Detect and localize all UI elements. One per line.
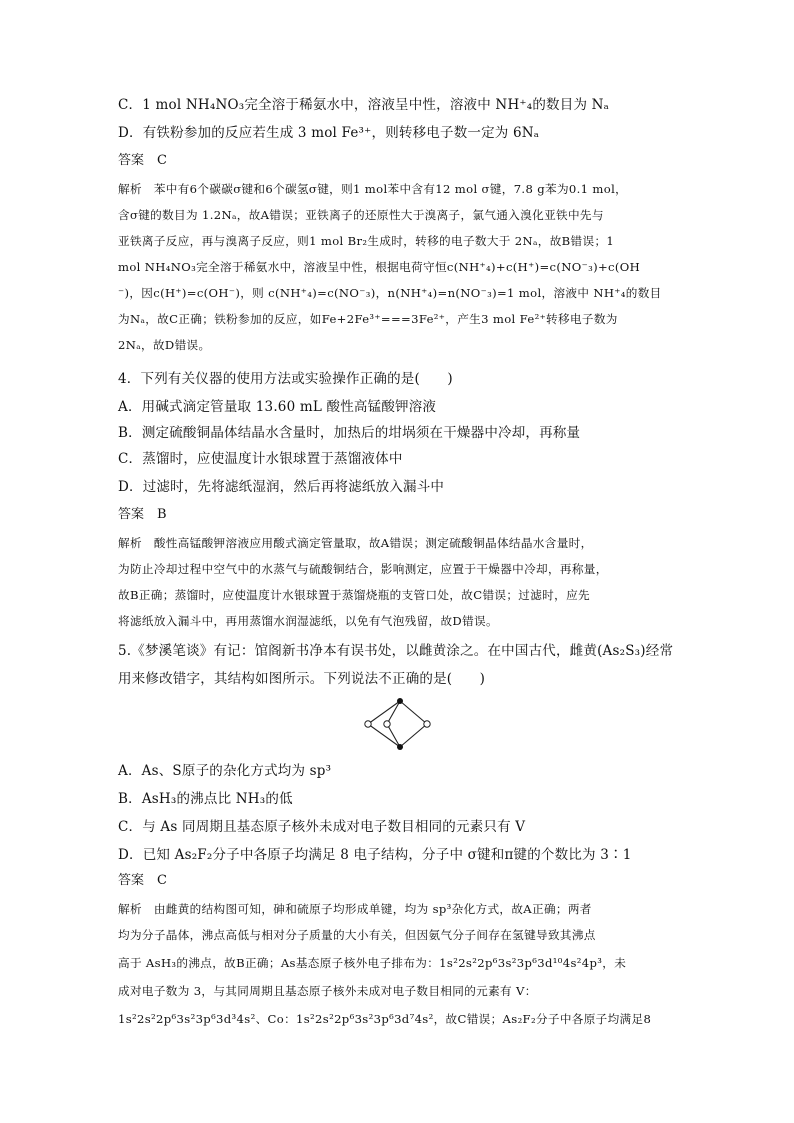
explanation-line: 2Nₐ，故D错误。 — [118, 338, 211, 352]
option-d-q5: D．已知 As₂F₂分子中各原子均满足 8 电子结构，分子中 σ键和π键的个数比为 3∶1 — [118, 847, 632, 863]
question-5: 5.《梦溪笔谈》有记：馆阁新书净本有误书处，以雌黄涂之。在中国古代，雌黄(As₂S₃)经常 — [118, 643, 674, 659]
question-4: 4．下列有关仪器的使用方法或实验操作正确的是( ) — [118, 371, 453, 387]
explanation-line: mol NH₄NO₃完全溶于稀氨水中，溶液呈中性，根据电荷守恒c(NH⁺₄)+c(H⁺)=c(NO⁻₃)+c(OH — [118, 260, 641, 274]
answer-q5: 答案 C — [118, 873, 167, 888]
explanation-line: ⁻)，因c(H⁺)=c(OH⁻)，则 c(NH⁺₄)=c(NO⁻₃)，n(NH⁺₄)=n(NO⁻₃)=1 mol，溶液中 NH⁺₄的数目 — [118, 286, 662, 300]
option-d-q3: D．有铁粉参加的反应若生成 3 mol Fe³⁺，则转移电子数一定为 6Nₐ — [118, 125, 540, 141]
explanation-line: 成对电子数为 3，与其同周期且基态原子核外未成对电子数目相同的元素有 V： — [118, 984, 537, 998]
explanation-line: 故B正确；蒸馏时，应使温度计水银球置于蒸馏烧瓶的支管口处，故C错误；过滤时，应先 — [118, 588, 590, 602]
answer-q4: 答案 B — [118, 507, 167, 522]
option-b-q4: B．测定硫酸铜晶体结晶水含量时，加热后的坩埚须在干燥器中冷却，再称量 — [118, 425, 581, 441]
explanation-line: 解析 苯中有6个碳碳σ键和6个碳氢σ键，则1 mol苯中含有12 mol σ键，7.8 g苯为0.1 mol， — [118, 182, 628, 196]
explanation-line: 为Nₐ，故C正确；铁粉参加的反应，如Fe+2Fe³⁺===3Fe²⁺，产生3 mol Fe²⁺转移电子数为 — [118, 312, 618, 326]
option-a-q5: A．As、S原子的杂化方式均为 sp³ — [118, 763, 332, 779]
as2s3-structure-diagram — [360, 697, 440, 757]
explanation-line: 解析 由雌黄的结构图可知，砷和硫原子均形成单键，均为 sp³杂化方式，故A正确；两者 — [118, 902, 592, 916]
explanation-line: 1s²2s²2p⁶3s²3p⁶3d³4s²、Co：1s²2s²2p⁶3s²3p⁶3d⁷4s²，故C错误；As₂F₂分子中各原子均满足8 — [118, 1012, 652, 1026]
option-a-q4: A．用碱式滴定管量取 13.60 mL 酸性高锰酸钾溶液 — [118, 399, 437, 415]
explanation-line: 含σ键的数目为 1.2Nₐ，故A错误；亚铁离子的还原性大于溴离子，氯气通入溴化亚铁中先与 — [118, 208, 604, 222]
explanation-line: 将滤纸放入漏斗中，再用蒸馏水润湿滤纸，以免有气泡残留，故D错误。 — [118, 614, 498, 628]
explanation-line: 解析 酸性高锰酸钾溶液应用酸式滴定管量取，故A错误；测定硫酸铜晶体结晶水含量时， — [118, 536, 593, 550]
s-atom — [365, 721, 371, 727]
as-atom — [397, 744, 403, 750]
explanation-line: 均为分子晶体，沸点高低与相对分子质量的大小有关，但因氨气分子间存在氢键导致其沸点 — [118, 928, 596, 942]
option-c-q3: C．1 mol NH₄NO₃完全溶于稀氨水中，溶液呈中性，溶液中 NH⁺₄的数目为 Nₐ — [118, 97, 610, 113]
explanation-line: 亚铁离子反应，再与溴离子反应，则1 mol Br₂生成时，转移的电子数大于 2Nₐ，故B错误；1 — [118, 234, 615, 248]
question-5-cont: 用来修改错字，其结构如图所示。下列说法不正确的是( ) — [118, 671, 486, 687]
s-atom — [424, 721, 430, 727]
option-d-q4: D．过滤时，先将滤纸湿润，然后再将滤纸放入漏斗中 — [118, 479, 445, 495]
option-c-q5: C．与 As 同周期且基态原子核外未成对电子数目相同的元素只有 V — [118, 819, 526, 835]
answer-q3: 答案 C — [118, 153, 167, 168]
explanation-line: 高于 AsH₃的沸点，故B正确；As基态原子核外电子排布为：1s²2s²2p⁶3s²3p⁶3d¹⁰4s²4p³，未 — [118, 956, 627, 970]
as-atom — [397, 698, 403, 704]
option-c-q4: C．蒸馏时，应使温度计水银球置于蒸馏液体中 — [118, 451, 403, 467]
s-atom — [384, 721, 390, 727]
option-b-q5: B．AsH₃的沸点比 NH₃的低 — [118, 791, 293, 807]
explanation-line: 为防止冷却过程中空气中的水蒸气与硫酸铜结合，影响测定，应置于干燥器中冷却，再称量， — [118, 562, 608, 576]
